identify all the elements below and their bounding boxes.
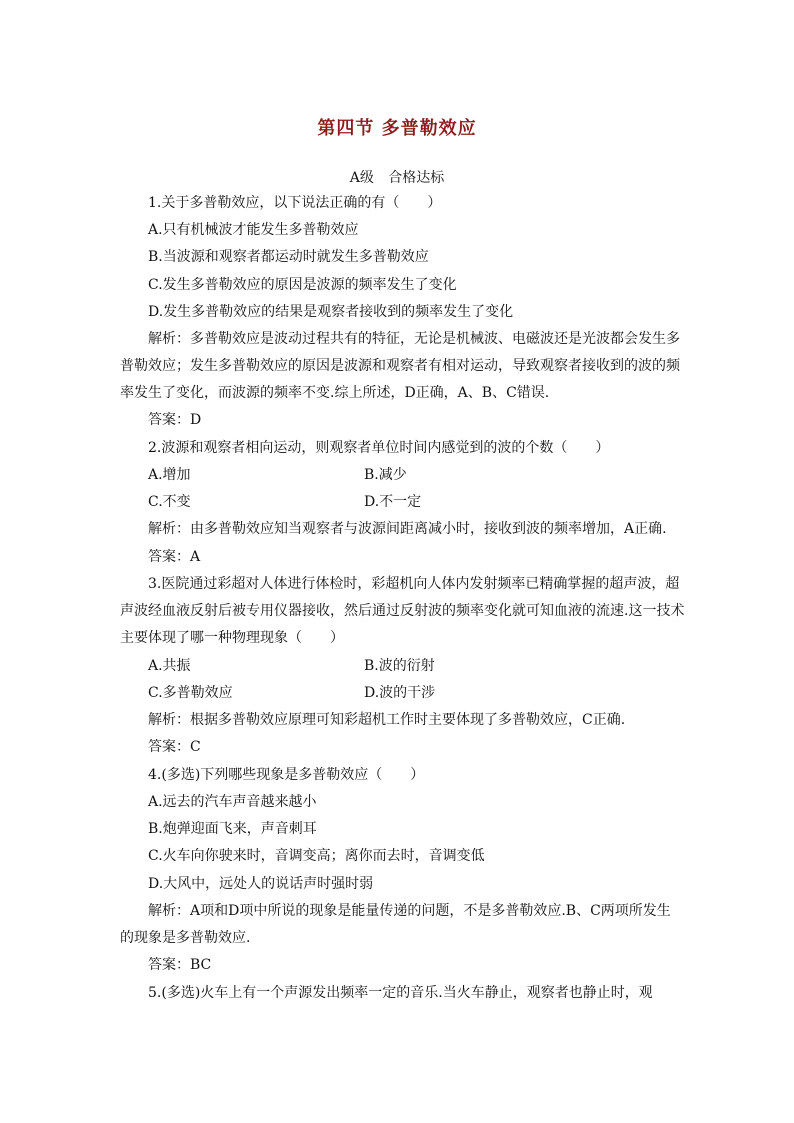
- q1-option-b: B.当波源和观察者都运动时就发生多普勒效应: [148, 249, 429, 265]
- q3-answer: 答案：C: [148, 739, 201, 755]
- q2-option-d: D.不一定: [364, 494, 422, 510]
- q1-explanation-line-2: 普勒效应；发生多普勒效应的原因是波源和观察者有相对运动，导致观察者接收到的波的频: [120, 358, 680, 374]
- q3-stem-line-2: 声波经血液反射后被专用仪器接收，然后通过反射波的频率变化就可知血液的流速.这一技术: [120, 603, 685, 619]
- q4-option-a: A.远去的汽车声音越来越小: [148, 794, 317, 810]
- q3-option-c: C.多普勒效应: [148, 685, 233, 701]
- q3-explanation-line-1: 解析：根据多普勒效应原理可知彩超机工作时主要体现了多普勒效应，C正确.: [148, 712, 626, 728]
- q2-explanation-line-1: 解析：由多普勒效应知当观察者与波源间距离减小时，接收到波的频率增加，A正确.: [148, 521, 667, 537]
- q4-option-d: D.大风中，远处人的说话声时强时弱: [148, 876, 374, 892]
- q4-stem: 4.(多选)下列哪些现象是多普勒效应（ ）: [148, 767, 425, 783]
- q2-answer: 答案：A: [148, 549, 201, 565]
- q3-option-d: D.波的干涉: [364, 685, 436, 701]
- q1-option-c: C.发生多普勒效应的原因是波源的频率发生了变化: [148, 277, 457, 293]
- q1-option-d: D.发生多普勒效应的结果是观察者接收到的频率发生了变化: [148, 304, 514, 320]
- q4-explanation-line-1: 解析：A项和D项中所说的现象是能量传递的问题，不是多普勒效应.B、C两项所发生: [148, 903, 671, 919]
- q1-explanation-line-3: 率发生了变化，而波源的频率不变.综上所述，D正确，A、B、C错误.: [120, 385, 550, 401]
- q4-option-c: C.火车向你驶来时，音调变高；离你而去时，音调变低: [148, 848, 485, 864]
- section-heading: A级 合格达标: [349, 170, 445, 186]
- q4-answer: 答案：BC: [148, 957, 212, 973]
- q2-stem: 2.波源和观察者相向运动，则观察者单位时间内感觉到的波的个数（ ）: [148, 440, 610, 456]
- q4-explanation-line-2: 的现象是多普勒效应.: [120, 930, 251, 946]
- q1-explanation-line-1: 解析：多普勒效应是波动过程共有的特征，无论是机械波、电磁波还是光波都会发生多: [148, 331, 680, 347]
- q3-option-a: A.共振: [148, 658, 191, 674]
- q3-stem-line-3: 主要体现了哪一种物理现象（ ）: [120, 630, 344, 646]
- q1-option-a: A.只有机械波才能发生多普勒效应: [148, 222, 359, 238]
- q4-option-b: B.炮弹迎面飞来，声音刺耳: [148, 821, 317, 837]
- q1-stem: 1.关于多普勒效应，以下说法正确的有（ ）: [148, 195, 442, 211]
- page-title: 第四节 多普勒效应: [317, 118, 477, 139]
- q3-stem-line-1: 3.医院通过彩超对人体进行体检时，彩超机向人体内发射频率已精确掌握的超声波，超: [148, 576, 680, 592]
- q2-option-b: B.减少: [364, 467, 407, 483]
- q1-answer: 答案：D: [148, 412, 202, 428]
- q2-option-a: A.增加: [148, 467, 191, 483]
- q2-option-c: C.不变: [148, 494, 191, 510]
- q3-option-b: B.波的衍射: [364, 658, 435, 674]
- q5-stem-line-1: 5.(多选)火车上有一个声源发出频率一定的音乐.当火车静止，观察者也静止时，观: [148, 985, 653, 1001]
